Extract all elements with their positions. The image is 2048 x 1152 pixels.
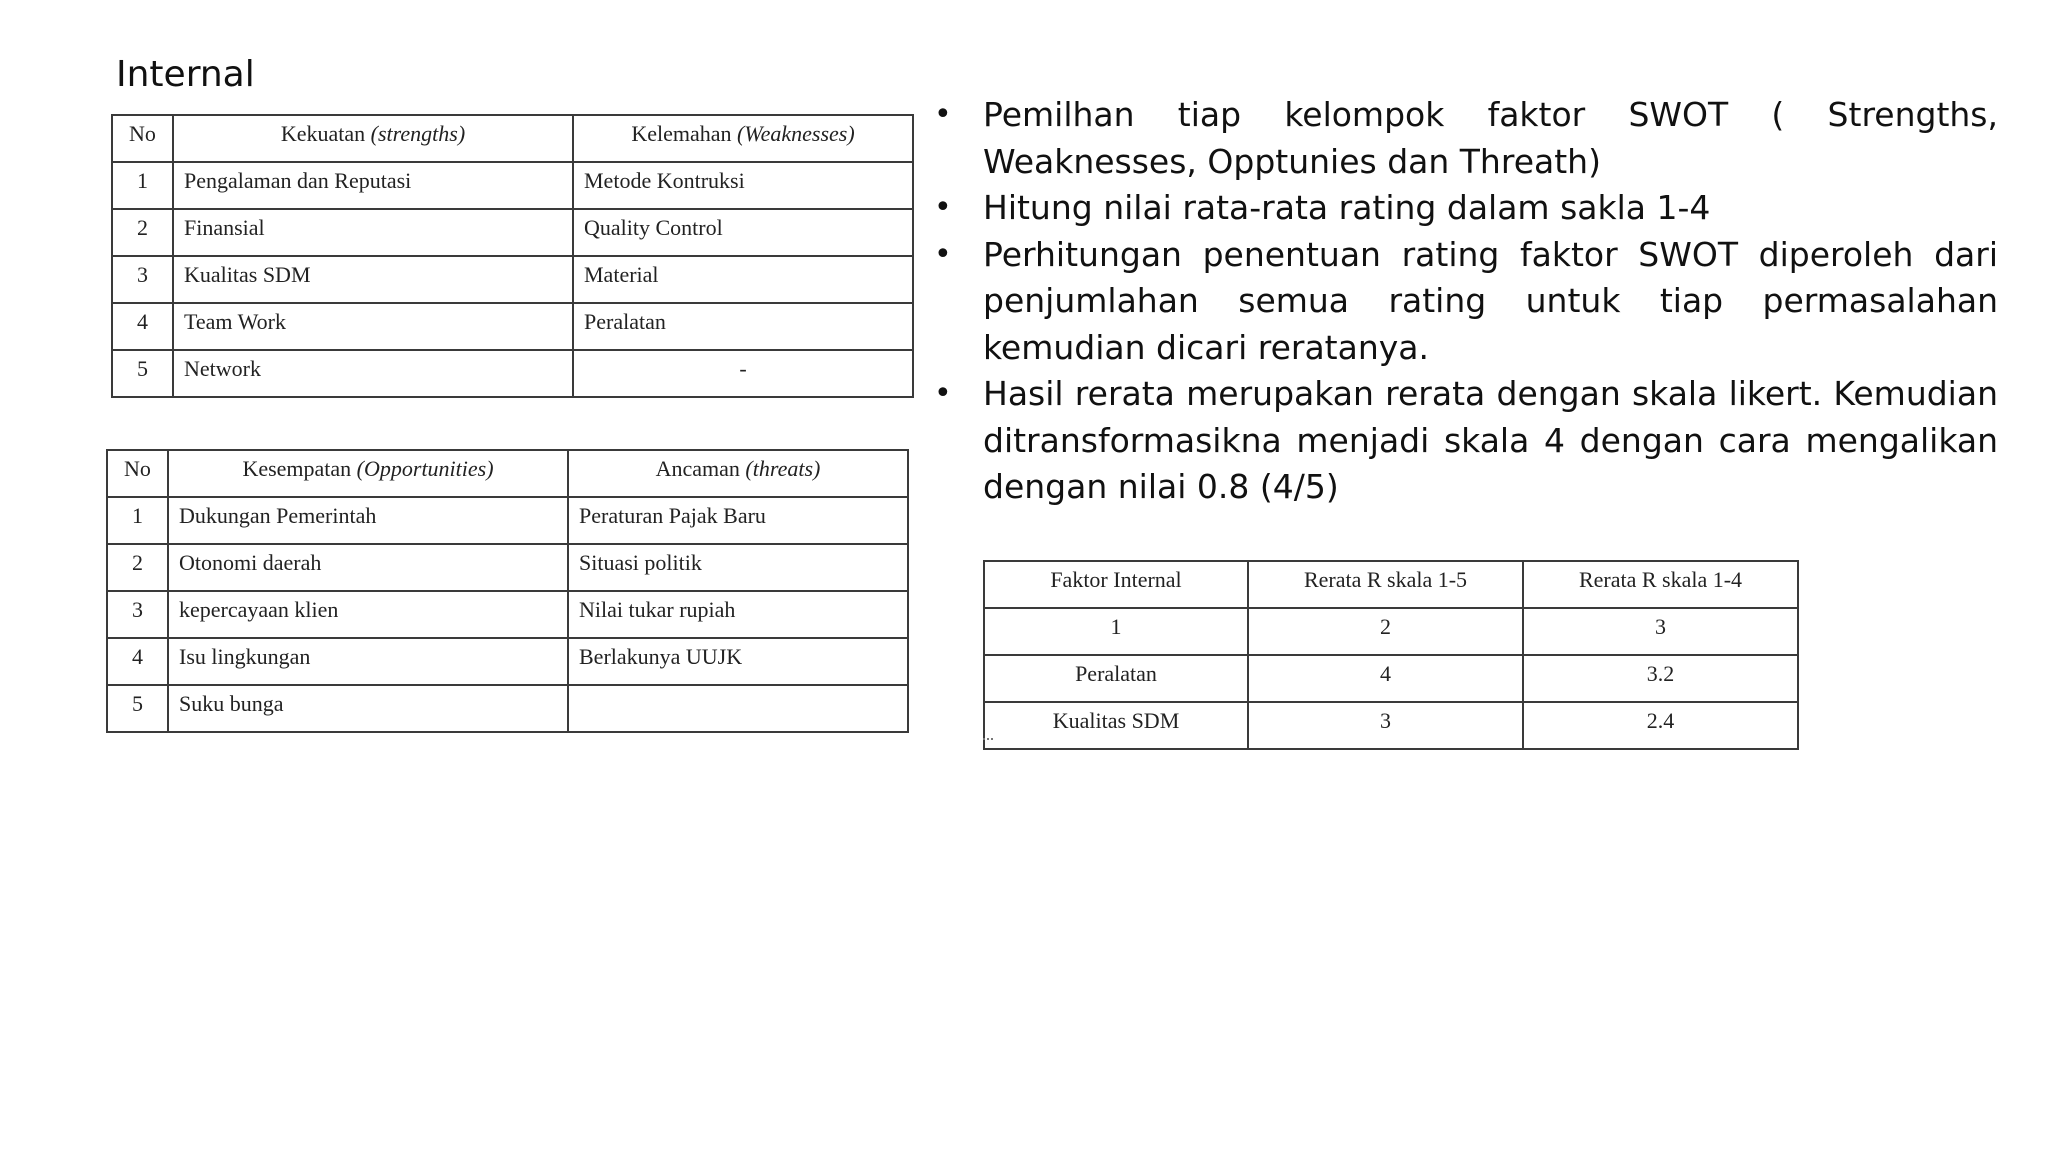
bullet-icon: • xyxy=(934,190,952,225)
weakness-cell: Metode Kontruksi xyxy=(573,162,913,209)
table-row xyxy=(112,162,913,209)
header-opportunities: Kesempatan (Opportunities) xyxy=(168,450,568,497)
opportunity-cell: Suku bunga xyxy=(168,685,568,732)
opportunity-cell: Isu lingkungan xyxy=(168,638,568,685)
header-threats: Ancaman (threats) xyxy=(568,450,908,497)
factor-cell: Kualitas SDM xyxy=(984,702,1248,749)
bullet-item xyxy=(930,232,1998,372)
table-row xyxy=(984,655,1798,702)
rating-1-4-cell: 3.2 xyxy=(1523,655,1798,702)
row-number: 5 xyxy=(112,350,173,397)
strength-cell: Network xyxy=(173,350,573,397)
bullet-item xyxy=(930,185,1998,232)
rating-1-5-cell: 4 xyxy=(1248,655,1523,702)
strength-cell: Kualitas SDM xyxy=(173,256,573,303)
header-faktor-internal: Faktor Internal xyxy=(984,561,1248,608)
bullet-icon: • xyxy=(934,97,952,132)
bullet-text: Perhitungan penentuan rating faktor SWOT diperoleh dari penjumlahan semua rating untuk tiap permasalahan kemudian dicari reratanya. xyxy=(983,234,1998,367)
header-rerata-1-5: Rerata R skala 1-5 xyxy=(1248,561,1523,608)
table-row xyxy=(984,702,1798,749)
row-number: 2 xyxy=(107,544,168,591)
row-number: 5 xyxy=(107,685,168,732)
row-number: 3 xyxy=(107,591,168,638)
strength-cell: Finansial xyxy=(173,209,573,256)
table-header-row xyxy=(984,561,1798,608)
bullet-icon: • xyxy=(934,376,952,411)
weakness-cell: Material xyxy=(573,256,913,303)
table-row xyxy=(107,497,908,544)
strengths-weaknesses-table xyxy=(111,114,914,398)
table-row xyxy=(112,256,913,303)
header-no: No xyxy=(107,450,168,497)
table-header-row xyxy=(107,450,908,497)
table-row xyxy=(107,544,908,591)
bullet-item xyxy=(930,92,1998,185)
opportunities-threats-table xyxy=(106,449,909,733)
bullet-text: Hitung nilai rata-rata rating dalam sakla 1-4 xyxy=(983,188,1711,227)
table-row xyxy=(107,638,908,685)
rating-1-4-cell: 2.4 xyxy=(1523,702,1798,749)
opportunity-cell: kepercayaan klien xyxy=(168,591,568,638)
opportunity-cell: Dukungan Pemerintah xyxy=(168,497,568,544)
strength-cell: Pengalaman dan Reputasi xyxy=(173,162,573,209)
bullet-icon: • xyxy=(934,236,952,272)
rating-1-5-cell: 2 xyxy=(1248,608,1523,655)
weakness-cell: - xyxy=(573,350,913,397)
rating-1-5-cell: 3 xyxy=(1248,702,1523,749)
row-number: 3 xyxy=(112,256,173,303)
internal-heading: Internal xyxy=(116,54,255,95)
row-number: 2 xyxy=(112,209,173,256)
threat-cell xyxy=(568,685,908,732)
weakness-cell: Peralatan xyxy=(573,303,913,350)
table-header-row xyxy=(112,115,913,162)
row-number: 4 xyxy=(112,303,173,350)
weakness-cell: Quality Control xyxy=(573,209,913,256)
threat-cell: Situasi politik xyxy=(568,544,908,591)
factor-cell: 1 xyxy=(984,608,1248,655)
bullet-item xyxy=(930,371,1998,511)
bullet-text: Hasil rerata merupakan rerata dengan skala likert. Kemudian ditransformasikna menjadi skala 4 dengan cara mengalikan dengan nilai 0.8 (4/5) xyxy=(983,374,1998,506)
threat-cell: Berlakunya UUJK xyxy=(568,638,908,685)
threat-cell: Peraturan Pajak Baru xyxy=(568,497,908,544)
opportunity-cell: Otonomi daerah xyxy=(168,544,568,591)
row-number: 1 xyxy=(107,497,168,544)
rating-1-4-cell: 3 xyxy=(1523,608,1798,655)
factor-cell: Peralatan xyxy=(984,655,1248,702)
header-no: No xyxy=(112,115,173,162)
threat-cell: Nilai tukar rupiah xyxy=(568,591,908,638)
bullet-text: Pemilhan tiap kelompok faktor SWOT ( Strengths, Weaknesses, Opptunies dan Threath) xyxy=(983,95,1998,181)
row-number: 1 xyxy=(112,162,173,209)
rating-table xyxy=(983,560,1799,750)
header-weaknesses: Kelemahan (Weaknesses) xyxy=(573,115,913,162)
table-row xyxy=(112,303,913,350)
table-row xyxy=(107,685,908,732)
row-number: 4 xyxy=(107,638,168,685)
explanation-bullet-list xyxy=(930,92,1998,511)
scan-artifact-mark xyxy=(983,738,993,744)
table-row xyxy=(107,591,908,638)
table-row xyxy=(112,350,913,397)
strength-cell: Team Work xyxy=(173,303,573,350)
header-strengths: Kekuatan (strengths) xyxy=(173,115,573,162)
table-row xyxy=(112,209,913,256)
table-row xyxy=(984,608,1798,655)
header-rerata-1-4: Rerata R skala 1-4 xyxy=(1523,561,1798,608)
